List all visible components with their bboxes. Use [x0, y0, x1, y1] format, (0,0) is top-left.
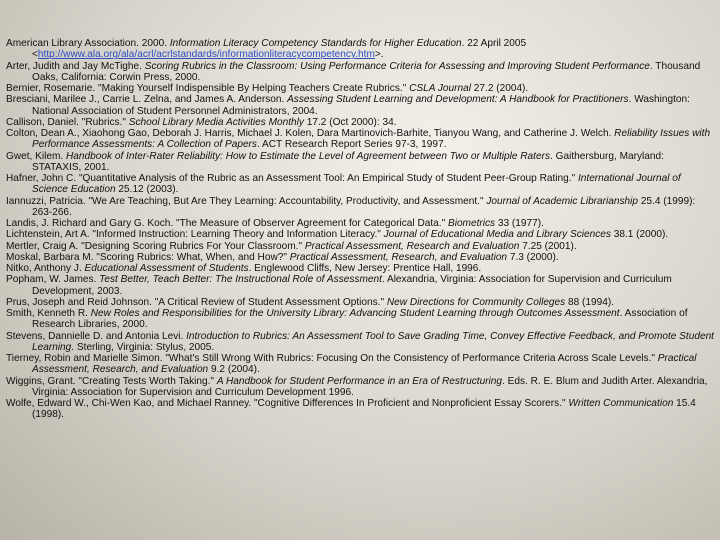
reference-text: Popham, W. James. — [6, 274, 100, 286]
reference-text: . 22 April 2005 < — [32, 38, 527, 61]
reference-list — [6, 38, 714, 421]
reference-entry — [6, 117, 714, 128]
reference-entry — [6, 274, 714, 297]
reference-entry — [6, 353, 714, 376]
reference-entry — [6, 263, 714, 274]
reference-entry — [6, 38, 714, 61]
reference-text: 25.4 (1999): 263-266. — [32, 195, 696, 218]
reference-text: 15.4 (1998). — [32, 398, 696, 421]
reference-title: Biometrics — [447, 218, 496, 229]
reference-text: . ACT Research Report Series 97-3, 1997. — [256, 139, 447, 151]
reference-entry — [6, 83, 714, 94]
reference-text: Wiggins, Grant. "Creating Tests Worth Taking." — [6, 375, 217, 387]
reference-entry — [6, 331, 714, 354]
reference-entry — [6, 252, 714, 263]
reference-text: Tierney, Robin and Marielle Simon. "What's Still Wrong With Rubrics: Focusing On the Consistency of Performance Criteria Across Scale Levels." — [6, 353, 658, 364]
reference-text: Bresciani, Marilee J., Carrie L. Zelna, and James A. Anderson. — [6, 94, 288, 106]
reference-entry — [6, 398, 714, 421]
reference-entry — [6, 241, 714, 252]
reference-text: 27.2 (2004). — [470, 83, 529, 94]
reference-text: . Sterling, Virginia: Stylus, 2005. — [71, 341, 215, 353]
reference-text: Mertler, Craig A. "Designing Scoring Rubrics For Your Classroom." — [6, 240, 305, 252]
reference-text: Arter, Judith and Jay McTighe. — [6, 60, 145, 72]
reference-entry — [6, 173, 714, 196]
reference-text: . Alexandria, Virginia: Association for Supervision and Curriculum Development, 2003. — [32, 274, 672, 297]
reference-text: 17.2 (Oct 2000): 34. — [303, 116, 397, 128]
reference-text: Smith, Kenneth R. — [6, 308, 91, 319]
reference-text: . Association of Research Libraries, 2000. — [32, 308, 688, 331]
reference-title: Practical Assessment, Research, and Evaluation — [32, 353, 697, 376]
reference-text: 38.1 (2000). — [610, 229, 669, 241]
reference-title: Test Better, Teach Better: The Instructional Role of Assessment — [99, 274, 382, 286]
reference-title: Journal of Educational Media and Library Sciences — [383, 229, 611, 241]
reference-title: Practical Assessment, Research, and Evaluation — [289, 251, 508, 263]
reference-entry — [6, 151, 714, 174]
reference-title: Assessing Student Learning and Development: A Handbook for Practitioners — [287, 94, 629, 106]
reference-title: A Handbook for Student Performance in an Era of Restructuring — [216, 375, 503, 387]
reference-title: Practical Assessment, Research and Evaluation — [304, 240, 520, 252]
reference-link[interactable]: http://www.ala.org/ala/acrl/acrlstandards/informationliteracycompetency.htm — [37, 49, 375, 61]
reference-title: Written Communication — [568, 398, 674, 409]
reference-text: Stevens, Dannielle D. and Antonia Levi. — [6, 330, 187, 342]
reference-title: Handbook of Inter-Rater Reliability: How to Estimate the Level of Agreement between Two or Multiple Raters — [66, 150, 550, 162]
reference-text: 7.25 (2001). — [519, 240, 577, 252]
reference-title: Reliability Issues with Performance Assessments: A Collection of Papers — [32, 128, 711, 151]
reference-text: Prus, Joseph and Reid Johnson. "A Critical Review of Student Assessment Options." — [6, 296, 387, 308]
reference-text: Nitko, Anthony J. — [6, 263, 85, 274]
reference-entry — [6, 61, 714, 84]
reference-entry — [6, 297, 714, 308]
reference-text: >. — [374, 49, 384, 61]
reference-text: Callison, Daniel. "Rubrics." — [6, 116, 129, 128]
reference-text: Lichtenstein, Art A. "Informed Instruction: Learning Theory and Information Literacy." — [6, 229, 384, 241]
reference-text: . Thousand Oaks, California: Corwin Press, 2000. — [32, 60, 701, 83]
reference-text: Iannuzzi, Patricia. "We Are Teaching, But Are They Learning: Accountability, Productivity, and Assessment." — [6, 195, 487, 207]
reference-entry — [6, 94, 714, 117]
reference-title: New Roles and Responsibilities for the University Library: Advancing Student Learning through Outcomes Assessment — [90, 308, 620, 319]
reference-text: . Englewood Cliffs, New Jersey: Prentice Hall, 1996. — [248, 263, 482, 274]
reference-title: Educational Assessment of Students — [84, 263, 249, 274]
reference-title: Journal of Academic Librarianship — [486, 195, 639, 207]
reference-text: 7.3 (2000). — [507, 251, 559, 263]
reference-text: Colton, Dean A., Xiaohong Gao, Deborah J. Harris, Michael J. Kolen, Dara Martinovich-Barhite, Tianyou Wang, and Catherine J. Welch. — [6, 128, 615, 139]
reference-text: Landis, J. Richard and Gary G. Koch. "The Measure of Observer Agreement for Categorical Data." — [6, 218, 448, 229]
reference-title: CSLA Journal — [409, 83, 471, 94]
reference-text: Moskal, Barbara M. "Scoring Rubrics: What, When, and How?" — [6, 251, 290, 263]
reference-entry — [6, 229, 714, 240]
reference-text: Hafner, John C. "Quantitative Analysis of the Rubric as an Assessment Tool: An Empirical Study of Student Peer-Group Rating." — [6, 173, 578, 184]
reference-entry — [6, 128, 714, 151]
reference-entry — [6, 196, 714, 219]
reference-text: Wolfe, Edward W., Chi-Wen Kao, and Michael Ranney. "Cognitive Differences In Proficient and Nonproficient Essay Scorers." — [6, 398, 569, 409]
reference-title: Information Literacy Competency Standards for Higher Education — [169, 38, 462, 49]
reference-title: Introduction to Rubrics: An Assessment Tool to Save Grading Time, Convey Effective Feedback, and Promote Student Learning — [32, 330, 714, 353]
reference-entry — [6, 376, 714, 399]
reference-text: 25.12 (2003). — [115, 184, 179, 196]
reference-text: . Eds. R. E. Blum and Judith Arter. Alexandria, Virginia: Association for Supervision and Curriculum Development 1996. — [32, 375, 708, 398]
reference-text: 88 (1994). — [565, 296, 615, 308]
reference-text: Bernier, Rosemarie. "Making Yourself Indispensible By Helping Teachers Create Rubrics." — [6, 83, 410, 94]
reference-entry — [6, 218, 714, 229]
reference-entry — [6, 308, 714, 331]
reference-title: School Library Media Activities Monthly — [128, 116, 304, 128]
reference-text: . Washington: National Association of Student Personnel Administrators, 2004. — [32, 94, 690, 117]
reference-text: . Gaithersburg, Maryland: STATAXIS, 2001. — [32, 150, 664, 173]
reference-text: 33 (1977). — [495, 218, 544, 229]
reference-text: American Library Association. 2000. — [6, 38, 170, 49]
reference-title: New Directions for Community Colleges — [386, 296, 566, 308]
reference-title: Scoring Rubrics in the Classroom: Using Performance Criteria for Assessing and Improving Student Performance — [144, 60, 650, 72]
reference-text: Gwet, Kilem. — [6, 150, 67, 162]
reference-title: International Journal of Science Education — [32, 173, 681, 196]
reference-text: 9.2 (2004). — [208, 364, 260, 376]
